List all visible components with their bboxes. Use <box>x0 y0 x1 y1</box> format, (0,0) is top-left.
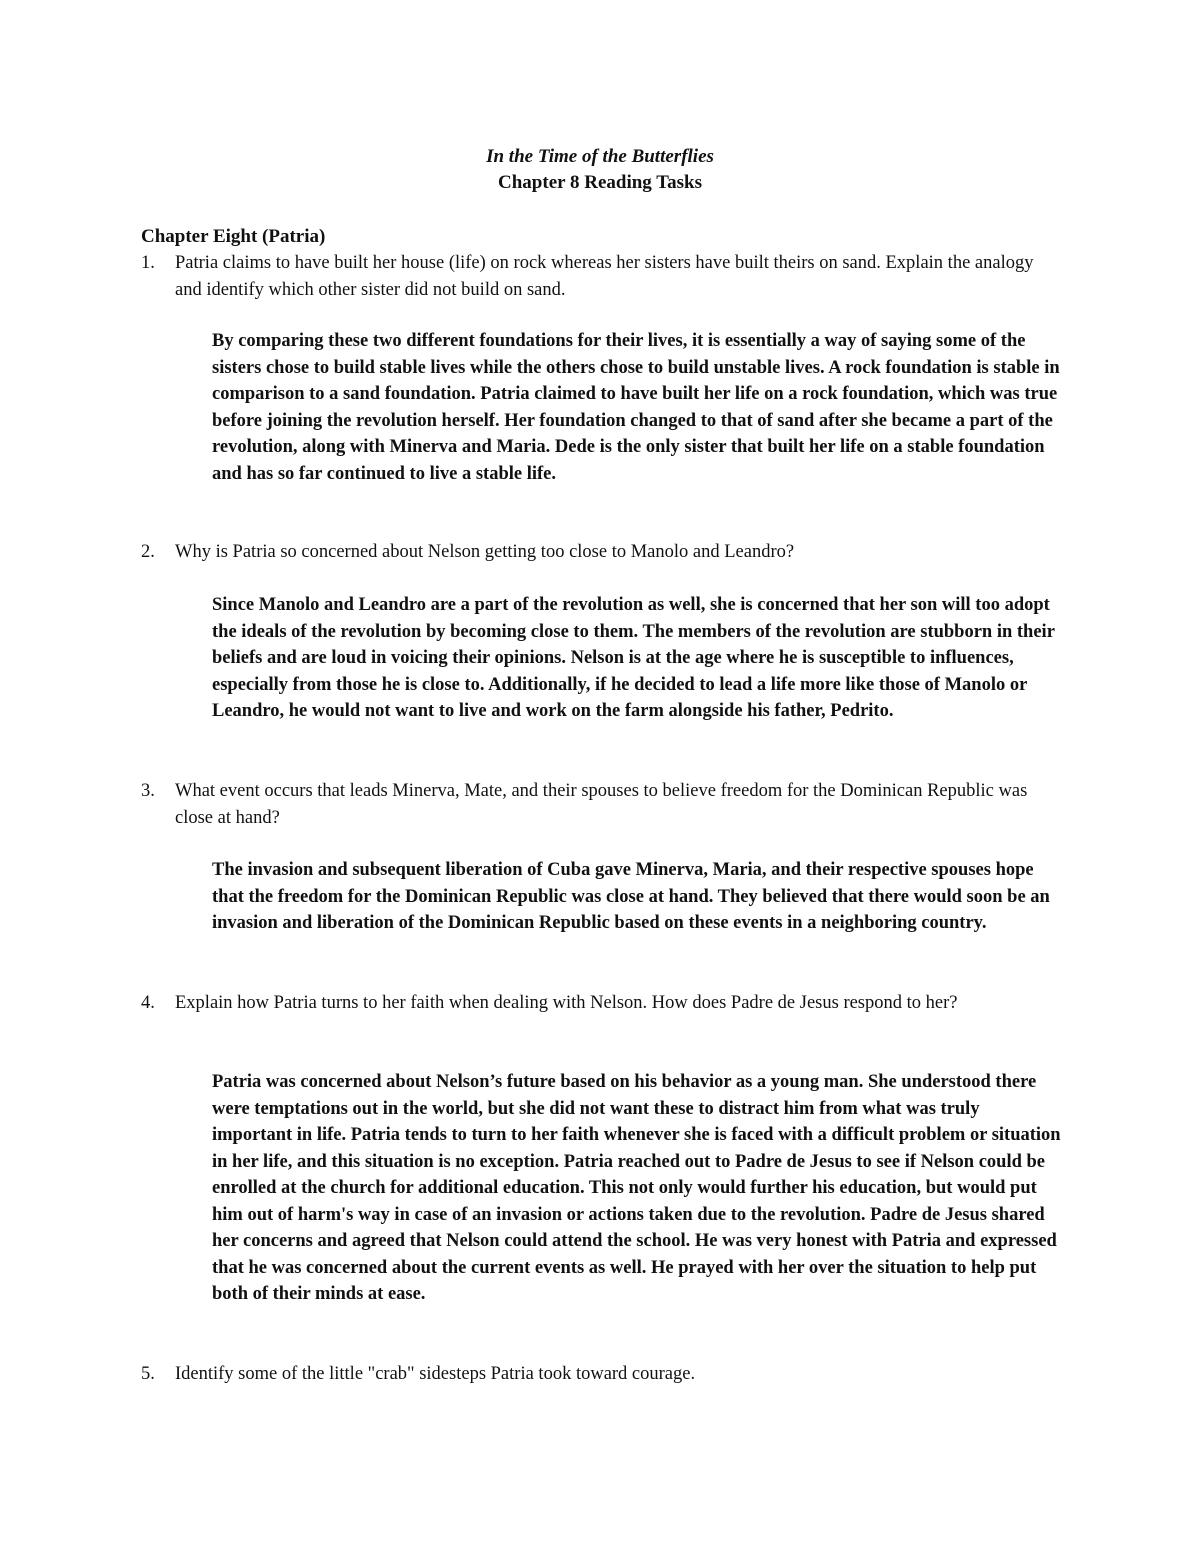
question-text: Explain how Patria turns to her faith when dealing with Nelson. How does Padre de Jesus respond to her? <box>175 993 958 1013</box>
answer-3: The invasion and subsequent liberation of Cuba gave Minerva, Maria, and their respective spouses hope that the freedom for the Dominican Republic was close at hand. They believed that there would soon be an invasion and liberation of the Dominican Republic based on these events in a neighboring country. <box>212 860 1050 933</box>
answer-1: By comparing these two different foundations for their lives, it is essentially a way of saying some of the sisters chose to build stable lives while the others chose to build unstable lives. A rock foundation is stable in comparison to a sand foundation. Patria claimed to have built her life on a rock foundation, which was true before joining the revolution herself. Her foundation changed to that of sand after she became a part of the revolution, along with Minerva and Maria. Dede is the only sister that built her life on a stable foundation and has so far continued to live a stable life. <box>212 331 1060 484</box>
question-number: 4. <box>141 993 155 1013</box>
question-number: 1. <box>141 253 155 273</box>
question-3 <box>141 778 1061 831</box>
question-4 <box>141 990 1061 1017</box>
document-title: In the Time of the Butterflies <box>486 146 714 167</box>
answer-2: Since Manolo and Leandro are a part of the revolution as well, she is concerned that her son will too adopt the ideals of the revolution by becoming close to them. The members of the revolution are stubborn in their beliefs and are loud in voicing their opinions. Nelson is at the age where he is susceptible to influences, especially from those he is close to. Additionally, if he decided to lead a life more like those of Manolo or Leandro, he would not want to live and work on the farm alongside his father, Pedrito. <box>212 595 1055 721</box>
section-heading: Chapter Eight (Patria) <box>141 226 326 247</box>
document-subtitle: Chapter 8 Reading Tasks <box>498 172 702 193</box>
answer-4: Patria was concerned about Nelson’s future based on his behavior as a young man. She understood there were temptations out in the world, but she did not want these to distract him from what was truly important in life. Patria tends to turn to her faith whenever she is faced with a difficult problem or situation in her life, and this situation is no exception. Patria reached out to Padre de Jesus to see if Nelson could be enrolled at the church for additional education. This not only would further his education, but would put him out of harm's way in case of an invasion or actions taken due to the revolution. Padre de Jesus shared her concerns and agreed that Nelson could attend the school. He was very honest with Patria and expressed that he was concerned about the current events as well. He prayed with her over the situation to help put both of their minds at ease. <box>212 1072 1061 1304</box>
question-text: Patria claims to have built her house (life) on rock whereas her sisters have built theirs on sand. Explain the analogy and identify which other sister did not build on sand. <box>175 253 1034 300</box>
question-text: Identify some of the little "crab" sidesteps Patria took toward courage. <box>175 1364 696 1384</box>
question-2 <box>141 539 1061 566</box>
question-1 <box>141 250 1061 303</box>
question-number: 2. <box>141 542 155 562</box>
question-text: What event occurs that leads Minerva, Mate, and their spouses to believe freedom for the Dominican Republic was close at hand? <box>175 781 1028 828</box>
question-text: Why is Patria so concerned about Nelson getting too close to Manolo and Leandro? <box>175 542 795 562</box>
question-5 <box>141 1361 1061 1388</box>
question-number: 5. <box>141 1364 155 1384</box>
question-number: 3. <box>141 781 155 801</box>
